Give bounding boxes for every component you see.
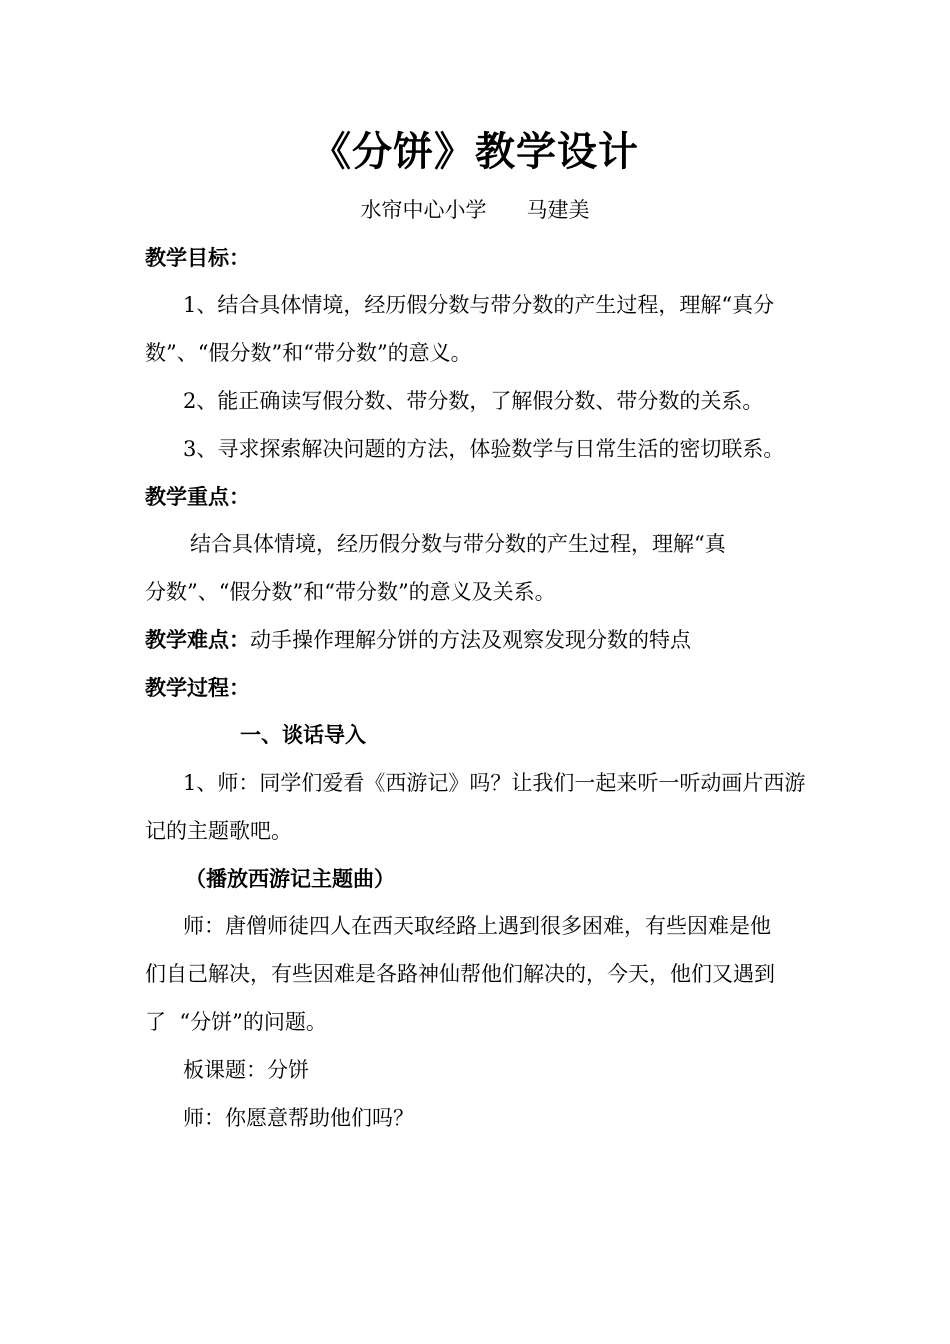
- teacher-line2: 们自己解决，有些因难是各路神仙帮他们解决的，今天，他们又遇到: [145, 962, 775, 986]
- objective-3: 3、寻求探索解决问题的方法，体验数学与日常生活的密切联系。: [183, 437, 785, 461]
- objective-1-line2: 数”、“假分数”和“带分数”的意义。: [145, 341, 472, 365]
- key-points-heading: 教学重点：: [145, 484, 250, 509]
- teacher-line1: 师：唐僧师徒四人在西天取经路上遇到很多困难，有些因难是他: [183, 914, 771, 938]
- key-points-line2: 分数”、“假分数”和“带分数”的意义及关系。: [145, 580, 556, 604]
- step-1-line1: 1、师：同学们爱看《西游记》吗？让我们一起来听一听动画片西游: [183, 771, 806, 795]
- part-one-heading: 一、谈话导入: [240, 722, 366, 747]
- objective-1-line1: 1、结合具体情境，经历假分数与带分数的产生过程，理解“真分: [183, 293, 775, 317]
- process-heading: 教学过程：: [145, 675, 250, 700]
- board-title: 板课题：分饼: [183, 1058, 309, 1082]
- key-points-line1: 结合具体情境，经历假分数与带分数的产生过程，理解“真: [190, 532, 726, 556]
- difficulty-text: 动手操作理解分饼的方法及观察发现分数的特点: [250, 628, 691, 652]
- difficulty-heading: 教学难点：: [145, 627, 250, 652]
- difficulty-line: [145, 625, 825, 655]
- teacher-question: 师：你愿意帮助他们吗？: [183, 1106, 414, 1130]
- music-note: （播放西游记主题曲）: [185, 866, 395, 891]
- objectives-heading: 教学目标：: [145, 245, 250, 270]
- objective-2: 2、能正确读写假分数、带分数，了解假分数、带分数的关系。: [183, 389, 764, 413]
- author-line: 水帘中心小学 马建美: [360, 198, 590, 222]
- step-1-line2: 记的主题歌吧。: [145, 819, 292, 843]
- document-title: 《分饼》教学设计: [311, 128, 639, 175]
- teacher-line3: 了 “分饼”的问题。: [145, 1010, 327, 1034]
